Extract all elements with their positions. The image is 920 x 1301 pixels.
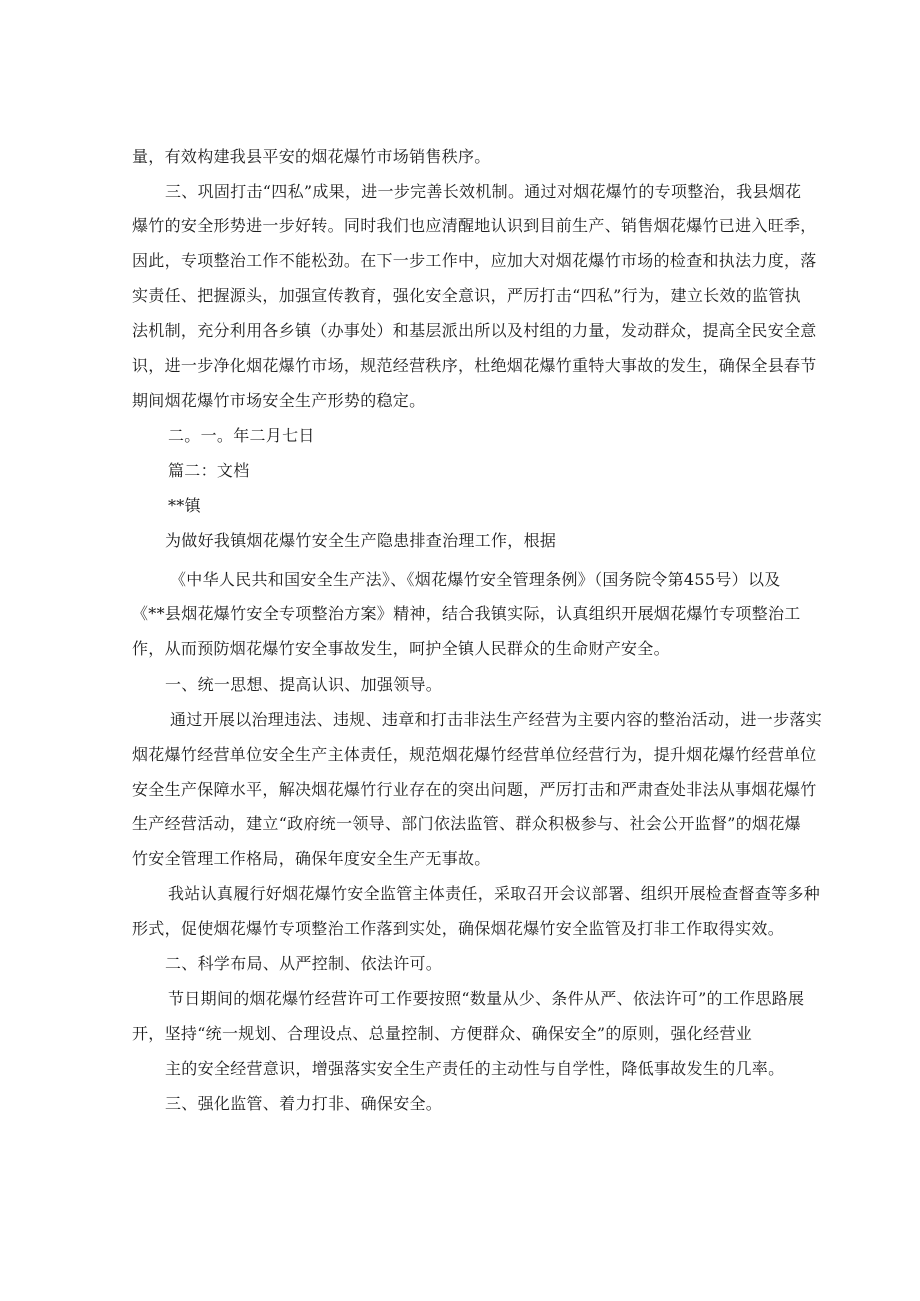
text-line: 为做好我镇烟花爆竹安全生产隐患排查治理工作，根据	[165, 531, 557, 550]
text-line: 竹安全管理工作格局，确保年度安全生产无事故。	[132, 849, 491, 868]
section-heading: 篇二：文档	[168, 461, 250, 480]
addressee: **镇	[168, 496, 201, 515]
text-line: 烟花爆竹经营单位安全生产主体责任，规范烟花爆竹经营单位经营行为，提升烟花爆竹经营单位	[132, 745, 817, 764]
text-line: 节日期间的烟花爆竹经营许可工作要按照“数量从少、条件从严、依法许可”的工作思路展	[168, 989, 805, 1008]
text-line: 生产经营活动，建立“政府统一领导、部门依法监管、群众积极参与、社会公开监督”的烟花爆	[132, 814, 801, 833]
text-line: 形式，促使烟花爆竹专项整治工作落到实处，确保烟花爆竹安全监管及打非工作取得实效。	[132, 919, 785, 938]
text-line: 通过开展以治理违法、违规、违章和打击非法生产经营为主要内容的整治活动，进一步落实	[170, 710, 823, 729]
text-line: 《**县烟花爆竹安全专项整治方案》精神，结合我镇实际，认真组织开展烟花爆竹专项整治工	[132, 604, 801, 623]
text-line: 量，有效构建我县平安的烟花爆竹市场销售秩序。	[132, 147, 491, 166]
date-line: 二。一。年二月七日	[168, 426, 315, 445]
text-line: 主的安全经营意识，增强落实安全生产责任的主动性与自学性，降低事故发生的几率。	[165, 1059, 785, 1078]
text-line: 期间烟花爆竹市场安全生产形势的稳定。	[132, 391, 426, 410]
text-line: 《中华人民共和国安全生产法》、《烟花爆竹安全管理条例》（国务院令第455号）以及	[170, 570, 781, 589]
text-line: 开，坚持“统一规划、合理设点、总量控制、方便群众、确保安全”的原则，强化经营业	[132, 1024, 753, 1043]
subheading: 一、统一思想、提高认识、加强领导。	[165, 675, 443, 694]
text-line: 法机制，充分利用各乡镇（办事处）和基层派出所以及村组的力量，发动群众，提高全民安全意	[132, 321, 817, 340]
text-line: 三、巩固打击“四私”成果，进一步完善长效机制。通过对烟花爆竹的专项整治，我县烟花	[165, 182, 802, 201]
subheading: 三、强化监管、着力打非、确保安全。	[165, 1094, 443, 1113]
text-line: 我站认真履行好烟花爆竹安全监管主体责任，采取召开会议部署、组织开展检查督查等多种	[168, 884, 821, 903]
text-line: 爆竹的安全形势进一步好转。同时我们也应清醒地认识到目前生产、销售烟花爆竹已进入旺季，	[132, 216, 817, 235]
text-line: 识，进一步净化烟花爆竹市场，规范经营秩序，杜绝烟花爆竹重特大事故的发生，确保全县春节	[132, 356, 817, 375]
text-line: 作，从而预防烟花爆竹安全事故发生，呵护全镇人民群众的生命财产安全。	[132, 639, 670, 658]
text-line: 安全生产保障水平，解决烟花爆竹行业存在的突出问题，严厉打击和严肃查处非法从事烟花爆竹	[132, 780, 817, 799]
subheading: 二、科学布局、从严控制、依法许可。	[165, 954, 443, 973]
text-line: 实责任、把握源头，加强宣传教育，强化安全意识，严厉打击“四私”行为，建立长效的监管执	[132, 286, 801, 305]
text-line: 因此，专项整治工作不能松劲。在下一步工作中，应加大对烟花爆竹市场的检查和执法力度，落	[132, 251, 817, 270]
